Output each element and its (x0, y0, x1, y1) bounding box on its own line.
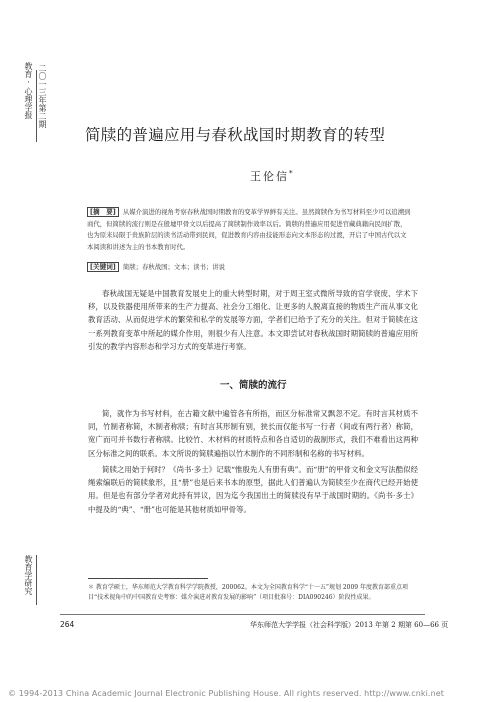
year-issue-vertical: 二〇一三年第二期 (38, 64, 47, 128)
body-paragraph-3: 简牍之用始于何时？《尚书·多士》记载“惟殷先人有册有典”。而“册”的甲骨文和金文写法酷似经绳索编联后的简牍象形，且“册”也是后来书本的原型，据此人们普遍认为简牍至少在商代已经开始使用。但是也有部分学者对此持有异议，因为迄今我国出土的简牍没有早于战国时期的。《尚书·多士》中提及的“典”、“册”也可能是其他材质如甲骨等。 (88, 465, 418, 514)
abstract-label: [摘 要] (87, 207, 119, 217)
running-head-vertical: 教育·心理学报 (24, 62, 33, 119)
keywords-text: 简牍；春秋战国；文本；读书；讲说 (122, 263, 226, 271)
page-number: 264 (60, 620, 75, 629)
keywords (87, 262, 411, 272)
abstract-text: 从媒介演进的视角考察春秋战国时期教育的变革学界鲜有关注。虽然简牍作为书写材料至少可以追溯到商代，但简牍的流行则是在殷墟甲骨文以后提高了简牍制作效率以后。简牍的普遍应用促进官藏典籍向民间扩散，也为原来局限于贵族阶层的读书活动带到民间，促进教育内容由技能形态向文本形态的过渡，开启了中国古代以文本阅读和讲述为主的书本教育时代。 (87, 208, 411, 251)
footnote: ＊ 教育学硕士，华东师范大学教育科学学院教授，200062。本文为全国教育科学“十一五”规划 2009 年度教育部重点项目“技术视角中的中国教育史考察：媒介演进对教育发展的影响”（项目批准号：DIA090246）阶段性成果。 (88, 584, 409, 601)
article-title: 简牍的普遍应用与春秋战国时期教育的转型 (85, 126, 386, 144)
sidebar-divider (36, 70, 37, 142)
footnote-rule (88, 578, 208, 579)
body-paragraph-2: 简，就作为书写材料，在古籍文献中遍管各有所指，而区分标准常又飘忽不定。有时言其材质不同，竹制者称简，木制者称牍；有时言其形制有别，狭长而仅能书写一行者（间或有两行者）称简，宽广而可并书数行者称牍。比较竹、木材料的材质特点和各自适切的裁制形式，我们不难看出这两种区分标准之间的联系。本文所说的简牍遍指以竹木制作的不同形制和名称的书写材料。 (88, 409, 418, 458)
copyright-notice: © 1994-2013 China Academic Journal Electronic Publishing House. All rights reserved. http://www.cnki.net (8, 689, 444, 698)
author-text: 王伦信 (250, 170, 289, 183)
author-footnote-mark: * (289, 169, 295, 178)
keywords-label: [关键词] (87, 262, 119, 272)
section-heading-1: 一、简牍的流行 (220, 380, 287, 391)
author-name (250, 168, 295, 184)
section-label-vertical: 教育学研究 (24, 555, 33, 595)
journal-citation: 华东师范大学学报（社会科学版）2013 年第 2 期第 60—66 页 (250, 621, 449, 629)
sidebar-divider-bottom (36, 555, 37, 605)
body-paragraph-1: 春秋战国无疑是中国教育发展史上的重大转型时期，对于周王室式微所导致的官学衰废、学术下移，以及铁器使用所带来的生产力提高、社会分工细化、让更多的人脱离直接的物质生产而从事文化教育活动、从而促进学术的繁荣和私学的发展等方面，学者们已给予了充分的关注。但对于简牍在这一系列教育变革中所起的媒介作用，则很少有人注意。本文即尝试对春秋战国时期简牍的普遍应用所引发的教学内容形态和学习方式的变革进行考察。 (88, 289, 418, 351)
footer-rule (60, 614, 425, 615)
abstract (87, 207, 411, 253)
